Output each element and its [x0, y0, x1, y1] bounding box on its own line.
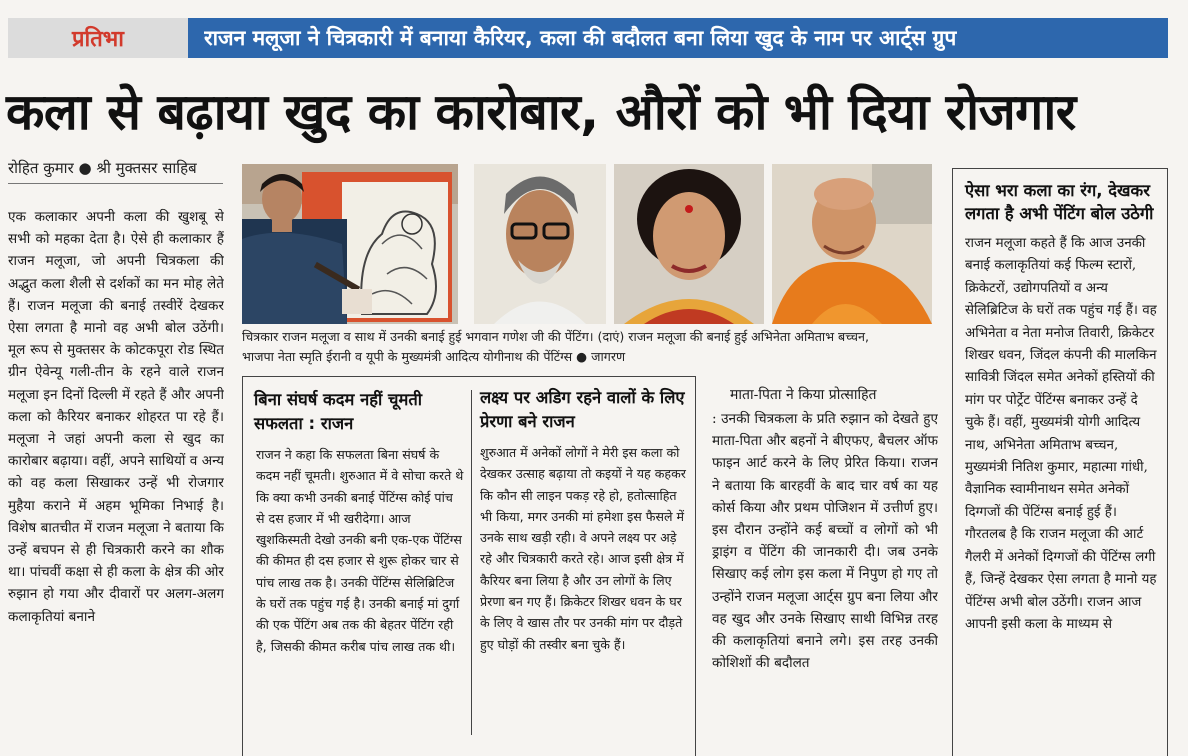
smriti-irani-painting — [614, 164, 764, 324]
section-tag: प्रतिभा — [8, 18, 188, 58]
yogi-adityanath-painting — [772, 164, 932, 324]
column-4-heading: माता-पिता ने किया प्रोत्साहित — [730, 387, 877, 403]
column-3-text: शुरुआत में अनेकों लोगों ने मेरी इस कला को देखकर उत्साह बढ़ाया तो कइयों ने यह कहकर कि कौन सी लाइन पकड़ रहे हो, हतोत्साहित भी किया, मगर उनकी मां हमेशा इस फैसले में उनके साथ खड़ी रही। वे अपने लक्ष्य पर अड़े रहे और चित्रकारी करते रहे। आज इसी क्षेत्र में कैरियर बना लिया है और उन लोगों के लिए प्रेरणा बन गए हैं। क्रिकेटर शिखर धवन के घर के लिए वे खास तौर पर उनकी मांग पर दौड़ते हुए घोड़ों की तस्वीर बना चुके हैं। — [480, 445, 686, 652]
top-category-bar — [8, 18, 1168, 58]
caption-line-1: चित्रकार राजन मलूजा व साथ में उनकी बनाई हुई भगवान गणेश जी की पेंटिंग। (दाएं) राजन मलूजा की बनाई हुई अभिनेता अमिताभ बच्चन, — [242, 329, 869, 344]
column-divider — [471, 390, 472, 735]
photo-caption — [242, 327, 942, 367]
sidebar-box — [952, 168, 1168, 756]
sidebar-heading: ऐसा भरा कला का रंग, देखकर लगता है अभी पेंटिंग बोल उठेगी — [965, 181, 1154, 223]
column-1-text: एक कलाकार अपनी कला की खुशबू से सभी को महका देता है। ऐसे ही कलाकार हैं राजन मलूजा, जो अपनी चित्रकला की अद्भुत कला शैली से दर्शकों का मन मोह लेते हैं। राजन मलूजा की बनाई तस्वीरें देखकर ऐसा लगता है मानो वह अभी बोल उठेंगी। मूल रूप से मुक्तसर के कोटकपूरा रोड स्थित ग्रीन ऐवेन्यू गली-तीन के रहने वाले राजन मलूजा इन दिनों दिल्ली में रहते हैं और अपनी कला को कैरियर बनाकर शोहरत पा रहे हैं। मलूजा ने जहां अपनी कला से खुद का कारोबार बढ़ाया। वहीं, अपने साथियों व अन्य को वह कला सिखाकर उन्हें भी रोजगार मुहैया कराने में अहम भूमिका निभाई है। विशेष बातचीत में राजन मलूजा ने बताया कि उन्हें बचपन से ही चित्रकारी करने का शौक था। पांचवीं कक्षा से ही कला के क्षेत्र की ओर रुझान हो गया और दीवारों पर अलग-अलग कलाकृतियां बनाने — [8, 209, 224, 625]
artist-with-ganesha-painting-photo — [242, 164, 458, 324]
column-3-heading: लक्ष्य पर अडिग रहने वालों के लिए प्रेरणा बने राजन — [480, 388, 685, 431]
sidebar-text: राजन मलूजा कहते हैं कि आज उनकी बनाई कलाकृतियां कई फिल्म स्टारों, क्रिकेटरों, उद्योगपतियों व अन्य सेलिब्रिटिज के घरों तक पहुंच गई हैं। वह अभिनेता व नेता मनोज तिवारी, क्रिकेटर शिखर धवन, जिंदल कंपनी की मालकिन सावित्री जिंदल समेत अनेकों हस्तियों की मांग पर पोर्ट्रेट पेंटिंग्स बनाकर उन्हें दे चुके हैं। वहीं, मुख्यमंत्री योगी आदित्य नाथ, अभिनेता अमिताभ बच्चन, मुख्यमंत्री नितिश कुमार, महात्मा गांधी, वैज्ञानिक स्वामीनाथन समेत अनेकों दिग्गजों की पेंटिंग्स बनाई हुई हैं। गौरतलब है कि राजन मलूजा की आर्ट गैलरी में अनेकों दिग्गजों की पेंटिंग्स लगी हैं, जिन्हें देखकर ऐसा लगता है मानो यह पेंटिंग्स अभी बोल उठेंगी। राजन आज आपनी इसी कला के माध्यम से — [965, 236, 1157, 632]
headline: कला से बढ़ाया खुद का कारोबार, औरों को भी दिया रोजगार — [6, 83, 1076, 141]
caption-line-2: भाजपा नेता स्मृति ईरानी व यूपी के मुख्यमंत्री आदित्य योगीनाथ की पेंटिंग्स ● जागरण — [242, 349, 626, 364]
kicker-title: राजन मलूजा ने चित्रकारी में बनाया कैरियर, कला की बदौलत बना लिया खुद के नाम पर आर्ट्स ग्रुप — [204, 26, 957, 50]
byline: रोहित कुमार ● श्री मुक्तसर साहिब — [8, 158, 223, 184]
column-2-text: राजन ने कहा कि सफलता बिना संघर्ष के कदम नहीं चूमती। शुरुआत में वे सोचा करते थे कि क्या कभी उनकी बनाई पेंटिंग्स कोई पांच से दस हजार में भी खरीदेगा। आज खुशकिस्मती देखो उनकी बनी एक-एक पेंटिंग्स की कीमत ही दस हजार से शुरू होकर चार से पांच लाख तक है। उनकी पेंटिंग्स सेलिब्रिटिज के घरों तक पहुंच गई है। उनकी बनाई मां दुर्गा की एक पेंटिंग अब तक की बेहतर पेंटिंग रही है, जिसकी कीमत करीब पांच लाख तक थी। — [256, 447, 464, 654]
column-2-heading: बिना संघर्ष कदम नहीं चूमती सफलता : राजन — [254, 390, 423, 433]
amitabh-bachchan-painting — [474, 164, 606, 324]
column-4-text: : उनकी चित्रकला के प्रति रुझान को देखते हुए माता-पिता और बहनों ने बीएफए, बैचलर ऑफ फाइन आर्ट करने के लिए प्रेरित किया। राजन ने बताया कि बारहवीं के बाद चार वर्ष का यह कोर्स किया और प्रथम पोजिशन में उत्तीर्ण हुए। इस दौरान उन्होंने कई बच्चों व लोगों को भी ड्राइंग व पेंटिंग की जानकारी दी। जब उनके सिखाए कई लोग इस कला में निपुण हो गए तो उन्होंने राजन मलूजा आर्ट्स ग्रुप बना लिया और वह खुद और उनके सिखाए साथी विभिन्न तरह की कलाकृतियां बनाने लगे। इस तरह उनकी कोशिशों की बदौलत — [712, 411, 938, 672]
